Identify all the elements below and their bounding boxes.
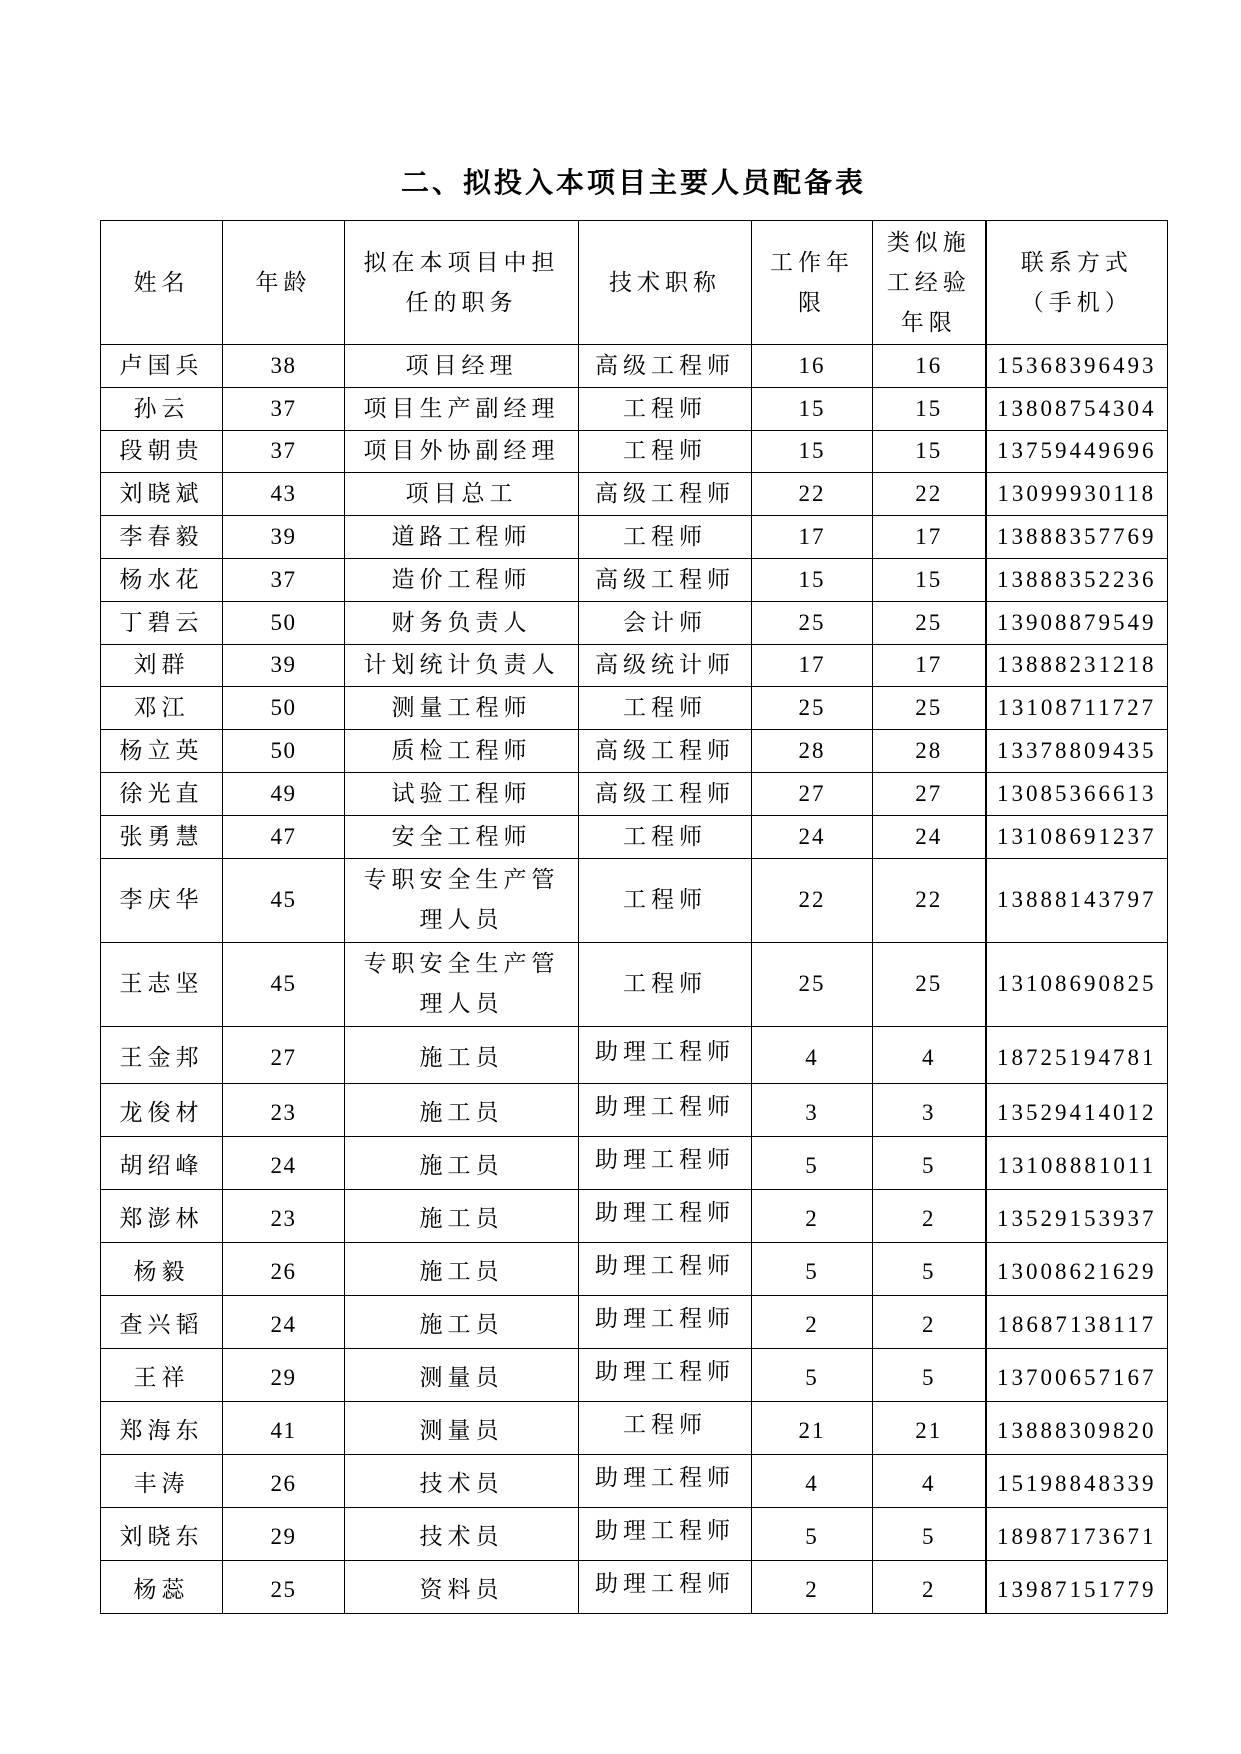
cell-name: 郑澎林 xyxy=(101,1189,223,1242)
cell-name: 胡绍峰 xyxy=(101,1136,223,1189)
cell-role: 财务负责人 xyxy=(345,601,579,644)
cell-name: 王祥 xyxy=(101,1348,223,1401)
cell-work-years: 25 xyxy=(752,601,873,644)
header-work-years-label-line-1: 工作年 xyxy=(770,249,854,276)
cell-phone: 18987173671 xyxy=(986,1507,1168,1560)
table-row xyxy=(101,1026,1168,1083)
cell-age: 50 xyxy=(223,730,345,773)
cell-phone: 18687138117 xyxy=(986,1295,1168,1348)
cell-name: 杨毅 xyxy=(101,1242,223,1295)
table-row xyxy=(101,601,1168,644)
cell-similar-years: 5 xyxy=(873,1242,986,1295)
table-header xyxy=(101,221,1168,345)
cell-age: 29 xyxy=(223,1507,345,1560)
cell-name: 查兴韬 xyxy=(101,1295,223,1348)
cell-role: 测量员 xyxy=(345,1348,579,1401)
header-tech-title xyxy=(579,221,752,345)
cell-age: 39 xyxy=(223,516,345,559)
table-row xyxy=(101,1454,1168,1507)
cell-similar-years: 25 xyxy=(873,601,986,644)
cell-phone: 15368396493 xyxy=(986,345,1168,388)
header-work-years-label-line-2: 限 xyxy=(798,289,826,316)
cell-work-years: 25 xyxy=(752,942,873,1026)
cell-age: 24 xyxy=(223,1136,345,1189)
cell-work-years: 27 xyxy=(752,772,873,815)
cell-role: 施工员 xyxy=(345,1189,579,1242)
cell-age: 50 xyxy=(223,687,345,730)
cell-name: 丰涛 xyxy=(101,1454,223,1507)
table-row xyxy=(101,1189,1168,1242)
cell-similar-years: 2 xyxy=(873,1295,986,1348)
cell-role: 试验工程师 xyxy=(345,772,579,815)
cell-tech-title: 工程师 xyxy=(579,516,752,559)
cell-age: 50 xyxy=(223,601,345,644)
cell-similar-years: 4 xyxy=(873,1454,986,1507)
table-row xyxy=(101,1083,1168,1136)
cell-role: 项目外协副经理 xyxy=(345,430,579,473)
cell-similar-years: 15 xyxy=(873,387,986,430)
cell-name: 卢国兵 xyxy=(101,345,223,388)
cell-similar-years: 3 xyxy=(873,1083,986,1136)
header-role xyxy=(345,221,579,345)
cell-role: 施工员 xyxy=(345,1136,579,1189)
cell-role: 项目总工 xyxy=(345,473,579,516)
cell-name: 孙云 xyxy=(101,387,223,430)
cell-work-years: 15 xyxy=(752,558,873,601)
cell-name: 杨水花 xyxy=(101,558,223,601)
header-similar-experience-label-line-3: 年限 xyxy=(900,309,957,336)
cell-similar-years: 16 xyxy=(873,345,986,388)
table-row xyxy=(101,516,1168,559)
cell-tech-title: 助理工程师 xyxy=(579,1083,752,1136)
table-row xyxy=(101,1242,1168,1295)
header-age-label: 年龄 xyxy=(255,269,312,296)
cell-phone: 13378809435 xyxy=(986,730,1168,773)
cell-age: 43 xyxy=(223,473,345,516)
cell-similar-years: 5 xyxy=(873,1348,986,1401)
cell-tech-title: 工程师 xyxy=(579,815,752,858)
cell-tech-title: 助理工程师 xyxy=(579,1189,752,1242)
cell-work-years: 2 xyxy=(752,1560,873,1613)
cell-phone: 13108691237 xyxy=(986,815,1168,858)
cell-work-years: 3 xyxy=(752,1083,873,1136)
cell-similar-years: 25 xyxy=(873,687,986,730)
table-row xyxy=(101,815,1168,858)
cell-age: 41 xyxy=(223,1401,345,1454)
cell-tech-title: 助理工程师 xyxy=(579,1560,752,1613)
table-row xyxy=(101,1295,1168,1348)
cell-tech-title: 会计师 xyxy=(579,601,752,644)
cell-age: 37 xyxy=(223,430,345,473)
cell-phone: 13888231218 xyxy=(986,644,1168,687)
cell-name: 张勇慧 xyxy=(101,815,223,858)
staff-table xyxy=(100,220,1168,1614)
cell-work-years: 16 xyxy=(752,345,873,388)
cell-age: 45 xyxy=(223,858,345,942)
header-contact xyxy=(986,221,1168,345)
header-contact-label-line-1: 联系方式 xyxy=(1020,249,1133,276)
cell-work-years: 5 xyxy=(752,1507,873,1560)
cell-similar-years: 21 xyxy=(873,1401,986,1454)
cell-name: 徐光直 xyxy=(101,772,223,815)
cell-age: 38 xyxy=(223,345,345,388)
cell-tech-title: 助理工程师 xyxy=(579,1295,752,1348)
cell-phone: 13108690825 xyxy=(986,942,1168,1026)
cell-similar-years: 22 xyxy=(873,473,986,516)
cell-age: 26 xyxy=(223,1454,345,1507)
table-row xyxy=(101,345,1168,388)
cell-role: 专职安全生产管理人员 xyxy=(345,942,579,1026)
cell-phone: 13888352236 xyxy=(986,558,1168,601)
cell-age: 23 xyxy=(223,1189,345,1242)
cell-similar-years: 25 xyxy=(873,942,986,1026)
cell-role: 测量员 xyxy=(345,1401,579,1454)
cell-work-years: 22 xyxy=(752,473,873,516)
cell-phone: 13888143797 xyxy=(986,858,1168,942)
table-row xyxy=(101,430,1168,473)
cell-similar-years: 15 xyxy=(873,430,986,473)
cell-phone: 13529153937 xyxy=(986,1189,1168,1242)
table-row xyxy=(101,772,1168,815)
cell-name: 李春毅 xyxy=(101,516,223,559)
cell-name: 王志坚 xyxy=(101,942,223,1026)
cell-similar-years: 5 xyxy=(873,1136,986,1189)
cell-name: 段朝贵 xyxy=(101,430,223,473)
cell-age: 24 xyxy=(223,1295,345,1348)
cell-name: 李庆华 xyxy=(101,858,223,942)
cell-tech-title: 高级工程师 xyxy=(579,345,752,388)
cell-role: 资料员 xyxy=(345,1560,579,1613)
cell-phone: 13908879549 xyxy=(986,601,1168,644)
cell-phone: 13108881011 xyxy=(986,1136,1168,1189)
cell-role: 道路工程师 xyxy=(345,516,579,559)
cell-tech-title: 助理工程师 xyxy=(579,1348,752,1401)
cell-phone: 13529414012 xyxy=(986,1083,1168,1136)
cell-role: 安全工程师 xyxy=(345,815,579,858)
cell-phone: 13888357769 xyxy=(986,516,1168,559)
cell-role: 施工员 xyxy=(345,1295,579,1348)
cell-role: 项目经理 xyxy=(345,345,579,388)
cell-age: 47 xyxy=(223,815,345,858)
cell-tech-title: 高级统计师 xyxy=(579,644,752,687)
cell-tech-title: 高级工程师 xyxy=(579,558,752,601)
cell-tech-title: 工程师 xyxy=(579,387,752,430)
cell-tech-title: 高级工程师 xyxy=(579,473,752,516)
cell-work-years: 17 xyxy=(752,516,873,559)
cell-work-years: 2 xyxy=(752,1295,873,1348)
header-similar-experience-label-line-2: 工经验 xyxy=(886,269,971,296)
cell-age: 37 xyxy=(223,387,345,430)
header-similar-experience-years xyxy=(873,221,986,345)
cell-tech-title: 助理工程师 xyxy=(579,1242,752,1295)
cell-age: 26 xyxy=(223,1242,345,1295)
header-name-label: 姓名 xyxy=(133,269,190,296)
cell-tech-title: 助理工程师 xyxy=(579,1136,752,1189)
header-role-label-line-2: 任的职务 xyxy=(405,289,518,316)
cell-name: 刘晓斌 xyxy=(101,473,223,516)
cell-tech-title: 工程师 xyxy=(579,687,752,730)
cell-role: 计划统计负责人 xyxy=(345,644,579,687)
cell-similar-years: 24 xyxy=(873,815,986,858)
cell-work-years: 5 xyxy=(752,1136,873,1189)
cell-name: 邓江 xyxy=(101,687,223,730)
cell-phone: 18725194781 xyxy=(986,1026,1168,1083)
cell-tech-title: 工程师 xyxy=(579,942,752,1026)
cell-phone: 13700657167 xyxy=(986,1348,1168,1401)
table-row xyxy=(101,473,1168,516)
table-row xyxy=(101,558,1168,601)
table-body xyxy=(101,345,1168,1614)
cell-similar-years: 2 xyxy=(873,1189,986,1242)
cell-role: 专职安全生产管理人员 xyxy=(345,858,579,942)
cell-similar-years: 27 xyxy=(873,772,986,815)
cell-age: 25 xyxy=(223,1560,345,1613)
cell-similar-years: 17 xyxy=(873,644,986,687)
cell-role: 造价工程师 xyxy=(345,558,579,601)
cell-tech-title: 工程师 xyxy=(579,1401,752,1454)
header-age xyxy=(223,221,345,345)
cell-role: 质检工程师 xyxy=(345,730,579,773)
cell-phone: 13759449696 xyxy=(986,430,1168,473)
table-row xyxy=(101,858,1168,942)
cell-name: 刘晓东 xyxy=(101,1507,223,1560)
header-similar-experience-label-line-1: 类似施 xyxy=(886,229,971,256)
cell-work-years: 5 xyxy=(752,1348,873,1401)
table-row xyxy=(101,730,1168,773)
document-title: 二、拟投入本项目主要人员配备表 xyxy=(400,166,866,199)
cell-tech-title: 助理工程师 xyxy=(579,1454,752,1507)
table-row xyxy=(101,687,1168,730)
cell-similar-years: 28 xyxy=(873,730,986,773)
cell-similar-years: 2 xyxy=(873,1560,986,1613)
table-header-row xyxy=(101,221,1168,345)
cell-role: 项目生产副经理 xyxy=(345,387,579,430)
cell-similar-years: 5 xyxy=(873,1507,986,1560)
table-row xyxy=(101,1560,1168,1613)
header-role-label-line-1: 拟在本项目中担 xyxy=(363,249,560,276)
cell-work-years: 15 xyxy=(752,430,873,473)
cell-similar-years: 15 xyxy=(873,558,986,601)
cell-work-years: 5 xyxy=(752,1242,873,1295)
cell-role: 测量工程师 xyxy=(345,687,579,730)
cell-work-years: 21 xyxy=(752,1401,873,1454)
table-row xyxy=(101,1348,1168,1401)
header-work-years xyxy=(752,221,873,345)
header-tech-title-label: 技术职称 xyxy=(609,269,721,296)
cell-similar-years: 22 xyxy=(873,858,986,942)
cell-role: 技术员 xyxy=(345,1454,579,1507)
cell-age: 45 xyxy=(223,942,345,1026)
header-contact-label-line-2: （手机） xyxy=(1020,289,1133,316)
table-row xyxy=(101,1401,1168,1454)
header-name xyxy=(101,221,223,345)
table-row xyxy=(101,1507,1168,1560)
cell-age: 23 xyxy=(223,1083,345,1136)
cell-tech-title: 工程师 xyxy=(579,430,752,473)
cell-phone: 13987151779 xyxy=(986,1560,1168,1613)
cell-name: 龙俊材 xyxy=(101,1083,223,1136)
table-row xyxy=(101,1136,1168,1189)
cell-age: 49 xyxy=(223,772,345,815)
cell-age: 39 xyxy=(223,644,345,687)
cell-work-years: 4 xyxy=(752,1026,873,1083)
cell-work-years: 24 xyxy=(752,815,873,858)
cell-role: 施工员 xyxy=(345,1026,579,1083)
cell-age: 27 xyxy=(223,1026,345,1083)
cell-name: 王金邦 xyxy=(101,1026,223,1083)
cell-tech-title: 高级工程师 xyxy=(579,730,752,773)
cell-role: 施工员 xyxy=(345,1083,579,1136)
cell-phone: 13099930118 xyxy=(986,473,1168,516)
cell-role: 技术员 xyxy=(345,1507,579,1560)
cell-work-years: 28 xyxy=(752,730,873,773)
cell-name: 杨立英 xyxy=(101,730,223,773)
cell-tech-title: 助理工程师 xyxy=(579,1507,752,1560)
cell-phone: 15198848339 xyxy=(986,1454,1168,1507)
table-row xyxy=(101,387,1168,430)
cell-phone: 13888309820 xyxy=(986,1401,1168,1454)
cell-tech-title: 助理工程师 xyxy=(579,1026,752,1083)
table-row xyxy=(101,644,1168,687)
cell-name: 郑海东 xyxy=(101,1401,223,1454)
cell-phone: 13085366613 xyxy=(986,772,1168,815)
cell-work-years: 2 xyxy=(752,1189,873,1242)
cell-phone: 13808754304 xyxy=(986,387,1168,430)
table-row xyxy=(101,942,1168,1026)
cell-name: 杨蕊 xyxy=(101,1560,223,1613)
cell-work-years: 17 xyxy=(752,644,873,687)
cell-phone: 13008621629 xyxy=(986,1242,1168,1295)
cell-age: 29 xyxy=(223,1348,345,1401)
cell-similar-years: 17 xyxy=(873,516,986,559)
cell-role: 施工员 xyxy=(345,1242,579,1295)
cell-tech-title: 工程师 xyxy=(579,858,752,942)
cell-age: 37 xyxy=(223,558,345,601)
cell-name: 刘群 xyxy=(101,644,223,687)
cell-tech-title: 高级工程师 xyxy=(579,772,752,815)
cell-similar-years: 4 xyxy=(873,1026,986,1083)
cell-phone: 13108711727 xyxy=(986,687,1168,730)
cell-work-years: 15 xyxy=(752,387,873,430)
cell-work-years: 4 xyxy=(752,1454,873,1507)
cell-name: 丁碧云 xyxy=(101,601,223,644)
cell-work-years: 25 xyxy=(752,687,873,730)
cell-work-years: 22 xyxy=(752,858,873,942)
